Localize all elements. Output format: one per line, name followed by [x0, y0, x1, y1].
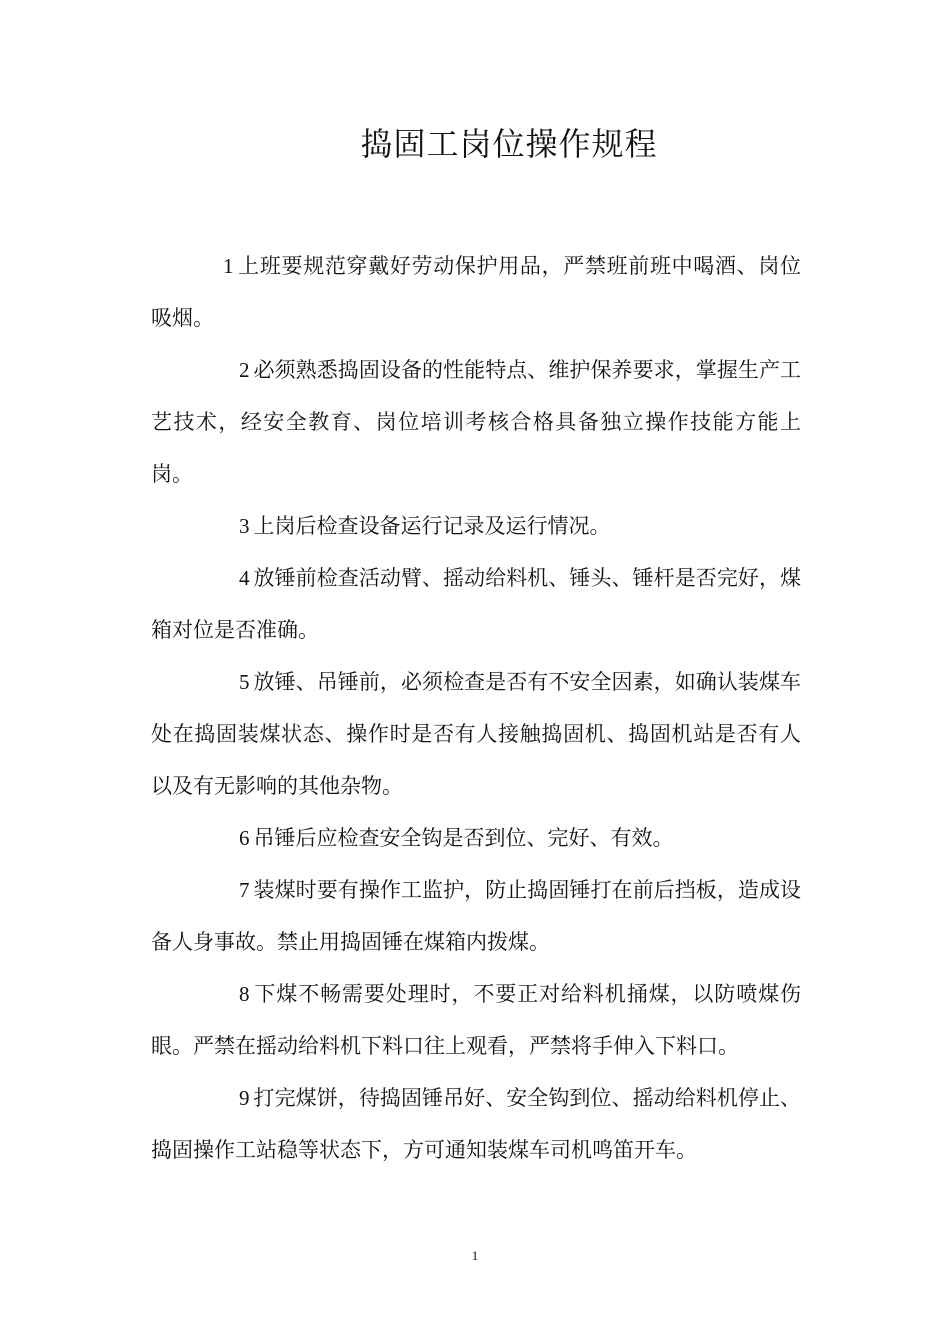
rule-item-9 [151, 1072, 801, 1176]
rule-text: 上岗后检查设备运行记录及运行情况。 [253, 514, 611, 538]
rule-number: 4 [239, 566, 250, 590]
page-title: 捣固工岗位操作规程 [360, 125, 658, 163]
rule-number: 5 [239, 670, 250, 694]
rule-number: 7 [239, 878, 250, 902]
rule-item-6 [151, 812, 801, 864]
rule-text: 必须熟悉捣固设备的性能特点、维护保养要求，掌握生产工艺技术，经安全教育、岗位培训考核合格具备独立操作技能方能上岗。 [151, 358, 801, 486]
rule-item-1 [151, 240, 801, 344]
rule-text: 吊锤后应检查安全钩是否到位、完好、有效。 [253, 826, 674, 850]
rule-text: 打完煤饼，待捣固锤吊好、安全钩到位、摇动给料机停止、捣固操作工站稳等状态下，方可通知装煤车司机鸣笛开车。 [151, 1086, 801, 1162]
rule-item-5 [151, 656, 801, 812]
rule-number: 3 [239, 514, 250, 538]
rule-text: 上班要规范穿戴好劳动保护用品，严禁班前班中喝酒、岗位吸烟。 [151, 254, 801, 330]
rule-number: 9 [239, 1086, 250, 1110]
rule-number: 6 [239, 826, 250, 850]
rule-item-8 [151, 968, 801, 1072]
rule-text: 放锤前检查活动臂、摇动给料机、锤头、锤杆是否完好，煤箱对位是否准确。 [151, 566, 801, 642]
rule-item-7 [151, 864, 801, 968]
document-body [151, 240, 801, 1176]
rule-text: 下煤不畅需要处理时，不要正对给料机捅煤，以防喷煤伤眼。严禁在摇动给料机下料口往上观看，严禁将手伸入下料口。 [151, 982, 801, 1058]
rule-number: 1 [223, 254, 234, 278]
rule-number: 2 [239, 358, 250, 382]
page-number: 1 [471, 1248, 479, 1263]
rule-text: 装煤时要有操作工监护，防止捣固锤打在前后挡板，造成设备人身事故。禁止用捣固锤在煤箱内拨煤。 [151, 878, 801, 954]
rule-text: 放锤、吊锤前，必须检查是否有不安全因素，如确认装煤车处在捣固装煤状态、操作时是否有人接触捣固机、捣固机站是否有人以及有无影响的其他杂物。 [151, 670, 801, 798]
rule-number: 8 [239, 982, 250, 1006]
rule-item-4 [151, 552, 801, 656]
rule-item-3 [151, 500, 801, 552]
rule-item-2 [151, 344, 801, 500]
